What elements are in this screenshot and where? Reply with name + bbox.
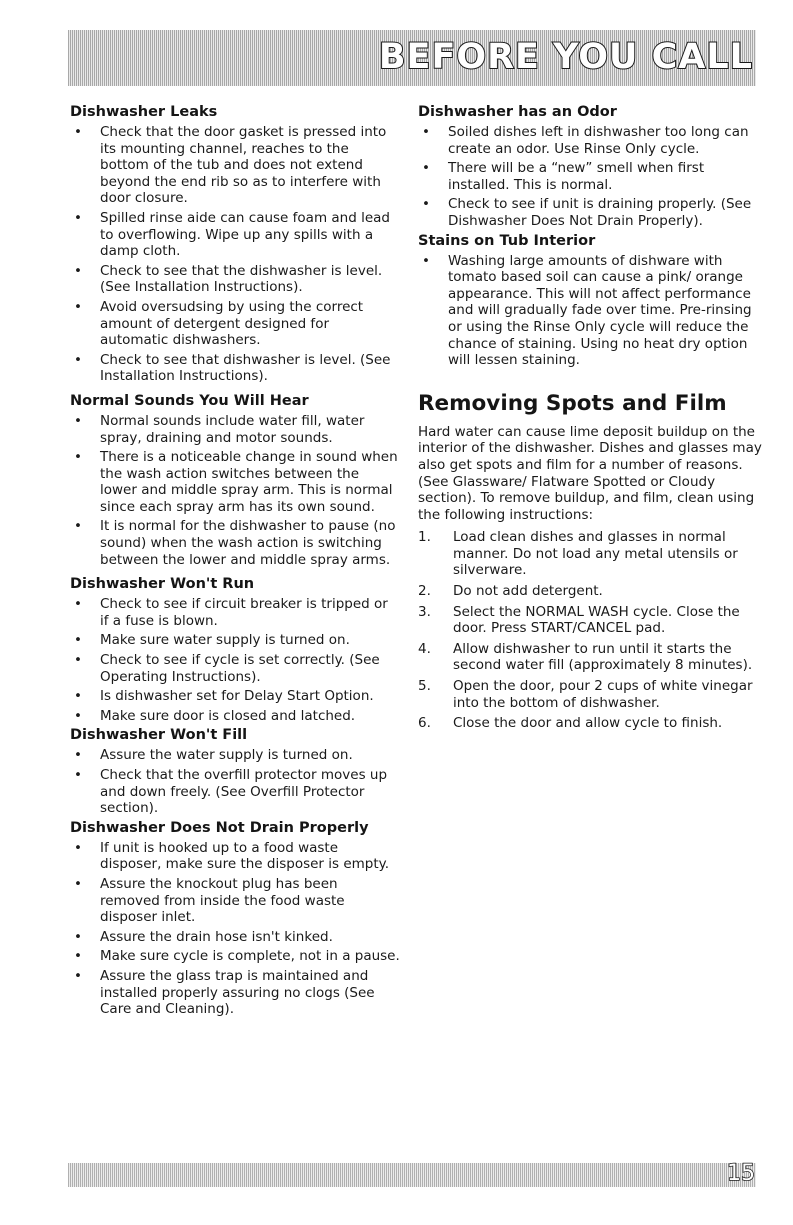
section-odor bbox=[418, 104, 763, 230]
bullet-icon: • bbox=[74, 747, 82, 764]
list-item: • Make sure cycle is complete, not in a pause. bbox=[74, 948, 400, 965]
bullet-icon: • bbox=[74, 875, 82, 892]
list-item: • Assure the knockout plug has been removed from inside the food waste disposer inlet. bbox=[74, 875, 345, 926]
bullet-icon: • bbox=[74, 351, 82, 368]
step-number: 6. bbox=[418, 715, 431, 732]
section-stains bbox=[418, 233, 763, 369]
bullet-list bbox=[418, 253, 763, 369]
section-wont-run bbox=[70, 576, 400, 724]
step-item: 1. Load clean dishes and glasses in normal manner. Do not load any metal utensils or silverware. bbox=[418, 529, 738, 579]
step-number: 2. bbox=[418, 583, 431, 600]
bullet-list bbox=[418, 124, 763, 230]
bullet-list bbox=[70, 124, 400, 385]
footer-band bbox=[68, 1163, 756, 1187]
bullet-icon: • bbox=[74, 948, 82, 965]
list-item: • Assure the glass trap is maintained and installed properly assuring no clogs (See Care and Cleaning). bbox=[74, 967, 375, 1018]
section-title: Stains on Tub Interior bbox=[418, 232, 596, 249]
bullet-icon: • bbox=[422, 124, 430, 140]
bullet-icon: • bbox=[74, 839, 82, 856]
list-item: • Normal sounds include water fill, water spray, draining and motor sounds. bbox=[74, 412, 365, 446]
list-item: • Assure the drain hose isn't kinked. bbox=[74, 928, 333, 945]
bullet-list bbox=[70, 413, 400, 568]
list-item: • Washing large amounts of dishware with tomato based soil can cause a pink/ orange appearance. This will not affect performance and will gradually fade over time. Pre-rinsing or using the Rinse Only cycle will reduce the chance of staining. Using no heat dry option will lessen staining. bbox=[422, 252, 752, 369]
bullet-list bbox=[70, 596, 400, 724]
list-item: • It is normal for the dishwasher to pause (no sound) when the wash action is switching between the lower and middle spray arms. bbox=[74, 518, 396, 568]
bullet-icon: • bbox=[74, 262, 82, 279]
list-item: • Is dishwasher set for Delay Start Option. bbox=[74, 688, 374, 705]
section-title: Dishwasher Leaks bbox=[70, 104, 218, 120]
section-normal-sounds bbox=[70, 393, 400, 568]
list-item: • Check that the overfill protector moves up and down freely. (See Overfill Protector section). bbox=[74, 767, 388, 817]
intro-paragraph: Hard water can cause lime deposit buildup on the interior of the dishwasher. Dishes and glasses may also get spots and film for a number of reasons. (See Glassware/ Flatware Spotted or Cloudy section). To remove buildup, and film, clean using the following instructions: bbox=[418, 423, 762, 523]
bullet-icon: • bbox=[74, 412, 82, 429]
section-removing-spots bbox=[418, 391, 763, 732]
section-not-drain bbox=[70, 820, 400, 1018]
bullet-icon: • bbox=[422, 160, 430, 177]
bullet-icon: • bbox=[74, 449, 82, 466]
section-title: Dishwasher Won't Fill bbox=[70, 727, 248, 744]
list-item: • Check to see that the dishwasher is level. (See Installation Instructions). bbox=[74, 262, 383, 296]
list-item: • There is a noticeable change in sound when the wash action switches between the lower and middle spray arm. This is normal since each spray arm has its own sound. bbox=[74, 449, 398, 515]
bullet-icon: • bbox=[74, 632, 82, 649]
bullet-icon: • bbox=[74, 967, 82, 984]
section-title: Dishwasher Does Not Drain Properly bbox=[70, 819, 369, 836]
list-item: • Soiled dishes left in dishwasher too long can create an odor. Use Rinse Only cycle. bbox=[422, 124, 749, 157]
list-item: • Spilled rinse aide can cause foam and lead to overflowing. Wipe up any spills with a damp cloth. bbox=[74, 209, 390, 260]
bullet-icon: • bbox=[74, 124, 82, 140]
bullet-icon: • bbox=[422, 252, 430, 269]
section-title: Normal Sounds You Will Hear bbox=[70, 392, 309, 409]
section-dishwasher-leaks bbox=[70, 104, 400, 385]
bullet-icon: • bbox=[74, 518, 82, 535]
step-number: 5. bbox=[418, 678, 431, 695]
right-column bbox=[418, 104, 763, 736]
bullet-list bbox=[70, 840, 400, 1018]
list-item: • Check to see if unit is draining properly. (See Dishwasher Does Not Drain Properly). bbox=[422, 196, 752, 229]
section-title: Dishwasher Won't Run bbox=[70, 576, 255, 593]
page-title: BEFORE YOU CALL bbox=[378, 37, 753, 77]
list-item: • Check to see if circuit breaker is tripped or if a fuse is blown. bbox=[74, 596, 388, 629]
list-item: • Make sure door is closed and latched. bbox=[74, 707, 356, 724]
step-number: 4. bbox=[418, 640, 431, 657]
step-number: 3. bbox=[418, 603, 431, 620]
list-item: • Check that the door gasket is pressed into its mounting channel, reaches to the bottom of the tub and does not extend beyond the end rib so as to interfere with door closure. bbox=[74, 124, 387, 207]
step-item: 4. Allow dishwasher to run until it starts the second water fill (approximately 8 minutes). bbox=[418, 640, 753, 674]
list-item: • Make sure water supply is turned on. bbox=[74, 632, 350, 649]
list-item: • If unit is hooked up to a food waste disposer, make sure the disposer is empty. bbox=[74, 839, 390, 873]
section-heading: Removing Spots and Film bbox=[418, 390, 727, 416]
steps-list bbox=[418, 529, 763, 732]
bullet-icon: • bbox=[74, 298, 82, 315]
list-item: • Avoid oversudsing by using the correct amount of detergent designed for automatic dishwashers. bbox=[74, 298, 364, 349]
bullet-icon: • bbox=[74, 596, 82, 613]
step-item: 3. Select the NORMAL WASH cycle. Close the door. Press START/CANCEL pad. bbox=[418, 603, 740, 637]
bullet-icon: • bbox=[74, 928, 82, 945]
bullet-icon: • bbox=[74, 209, 82, 226]
list-item: • Check to see if cycle is set correctly. (See Operating Instructions). bbox=[74, 652, 380, 685]
left-column bbox=[70, 104, 400, 1021]
bullet-icon: • bbox=[74, 688, 82, 705]
section-title: Dishwasher has an Odor bbox=[418, 104, 617, 120]
bullet-icon: • bbox=[74, 707, 82, 724]
section-wont-fill bbox=[70, 727, 400, 816]
bullet-icon: • bbox=[74, 652, 82, 669]
page-number: 15 bbox=[727, 1161, 755, 1186]
list-item: • There will be a “new” smell when first installed. This is normal. bbox=[422, 160, 705, 193]
step-item: 5. Open the door, pour 2 cups of white vinegar into the bottom of dishwasher. bbox=[418, 678, 753, 711]
bullet-icon: • bbox=[422, 196, 430, 213]
list-item: • Assure the water supply is turned on. bbox=[74, 747, 353, 764]
step-item: 2. Do not add detergent. bbox=[418, 583, 603, 600]
step-number: 1. bbox=[418, 529, 431, 546]
step-item: 6. Close the door and allow cycle to finish. bbox=[418, 715, 723, 732]
list-item: • Check to see that dishwasher is level. (See Installation Instructions). bbox=[74, 351, 391, 385]
bullet-icon: • bbox=[74, 767, 82, 783]
bullet-list bbox=[70, 747, 400, 816]
